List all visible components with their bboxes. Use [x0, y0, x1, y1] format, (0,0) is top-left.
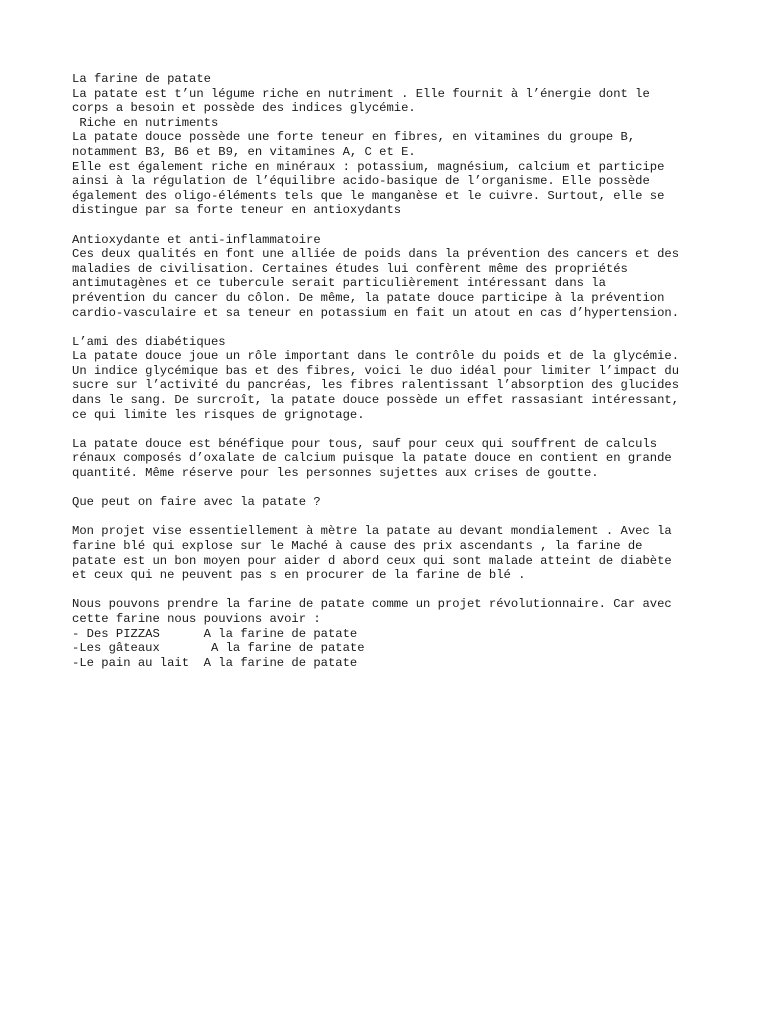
text-line: sucre sur l’activité du pancréas, les fibres ralentissant l’absorption des glucides: [72, 378, 680, 393]
text-line: La patate douce est bénéfique pour tous, sauf pour ceux qui souffrent de calculs: [72, 436, 658, 451]
blank-line: [72, 422, 712, 437]
text-line: ainsi à la régulation de l’équilibre acido-basique de l’organisme. Elle possède: [72, 174, 650, 189]
blank-line: [72, 510, 712, 525]
text-line: -Les gâteaux A la farine de patate: [72, 641, 365, 656]
text-line: distingue par sa forte teneur en antioxydants: [72, 203, 402, 218]
text-line: Antioxydante et anti-inflammatoire: [72, 232, 321, 247]
blank-line: [72, 481, 712, 496]
text-line: dans le sang. De surcroît, la patate douce possède un effet rassasiant intéressant,: [72, 393, 680, 408]
blank-line: [72, 583, 712, 598]
text-line: -Le pain au lait A la farine de patate: [72, 655, 358, 670]
text-line: L’ami des diabétiques: [72, 334, 226, 349]
text-line: et ceux qui ne peuvent pas s en procurer de la farine de blé .: [72, 568, 526, 583]
text-line: rénaux composés d’oxalate de calcium puisque la patate douce en contient en grande: [72, 451, 672, 466]
text-line: Ces deux qualités en font une alliée de poids dans la prévention des cancers et des: [72, 247, 680, 262]
text-line: antimutagènes et ce tubercule serait particulièrement intéressant dans la: [72, 276, 606, 291]
document-page: [72, 72, 712, 670]
text-line: La patate douce joue un rôle important dans le contrôle du poids et de la glycémie.: [72, 349, 680, 364]
text-line: Que peut on faire avec la patate ?: [72, 495, 321, 510]
blank-line: [72, 218, 712, 233]
text-line: corps a besoin et possède des indices glycémie.: [72, 101, 416, 116]
text-line: Riche en nutriments: [72, 115, 219, 130]
text-line: cardio-vasculaire et sa teneur en potassium en fait un atout en cas d’hypertension.: [72, 305, 680, 320]
text-line: Mon projet vise essentiellement à mètre la patate au devant mondialement . Avec la: [72, 524, 672, 539]
text-line: La farine de patate: [72, 72, 211, 86]
text-line: La patate est t’un légume riche en nutriment . Elle fournit à l’énergie dont le: [72, 86, 650, 101]
text-line: notamment B3, B6 et B9, en vitamines A, C et E.: [72, 144, 416, 159]
text-line: patate est un bon moyen pour aider d abord ceux qui sont malade atteint de diabète: [72, 553, 672, 568]
text-line: prévention du cancer du côlon. De même, la patate douce participe à la prévention: [72, 290, 665, 305]
text-line: La patate douce possède une forte teneur en fibres, en vitamines du groupe B,: [72, 130, 636, 145]
text-line: quantité. Même réserve pour les personnes sujettes aux crises de goutte.: [72, 466, 599, 481]
text-line: Elle est également riche en minéraux : potassium, magnésium, calcium et participe: [72, 159, 665, 174]
text-line: Un indice glycémique bas et des fibres, voici le duo idéal pour limiter l’impact du: [72, 363, 680, 378]
text-line: également des oligo-éléments tels que le manganèse et le cuivre. Surtout, elle se: [72, 188, 665, 203]
text-line: maladies de civilisation. Certaines études lui confèrent même des propriétés: [72, 261, 628, 276]
text-line: - Des PIZZAS A la farine de patate: [72, 626, 358, 641]
text-line: ce qui limite les risques de grignotage.: [72, 407, 365, 422]
text-line: farine blé qui explose sur le Maché à cause des prix ascendants , la farine de: [72, 539, 643, 553]
text-line: Nous pouvons prendre la farine de patate comme un projet révolutionnaire. Car avec: [72, 597, 672, 612]
blank-line: [72, 320, 712, 335]
text-line: cette farine nous pouvions avoir :: [72, 611, 321, 626]
